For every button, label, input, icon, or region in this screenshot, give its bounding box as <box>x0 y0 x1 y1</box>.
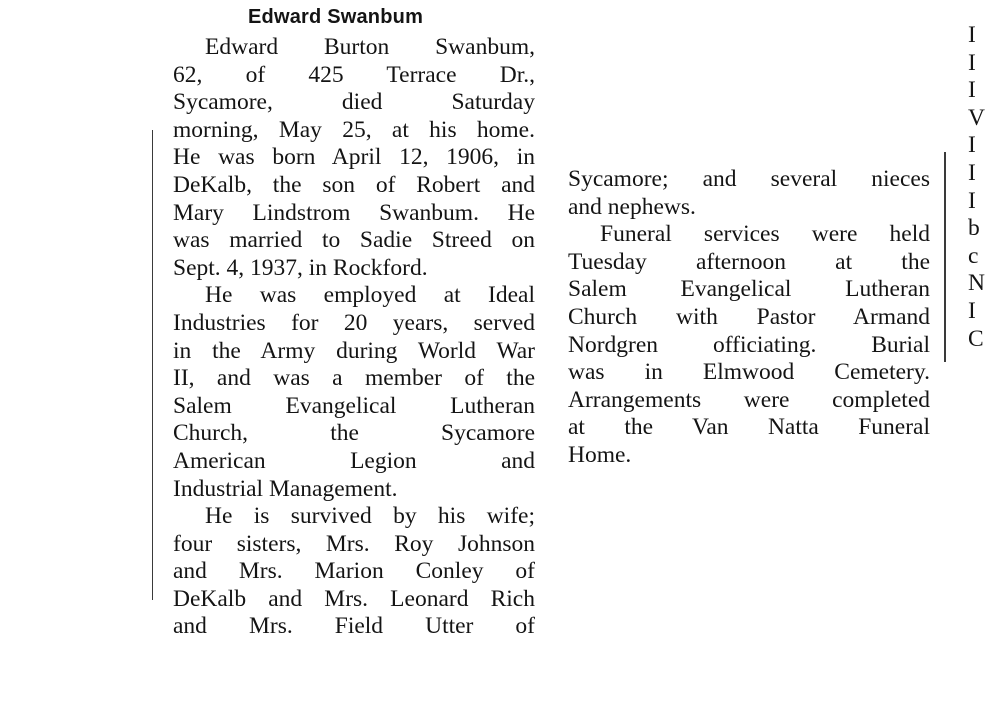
text-line: Nordgren officiating. Burial <box>568 331 930 358</box>
text-line: Church with Pastor Armand <box>568 303 930 330</box>
text-line: and nephews. <box>568 193 696 220</box>
text-line: Salem Evangelical Lutheran <box>568 276 930 303</box>
text-line: Church, the Sycamore <box>173 420 535 447</box>
edge-letter: I <box>968 187 976 214</box>
text-line: four sisters, Mrs. Roy Johnson <box>173 530 535 557</box>
edge-letter: N <box>968 270 985 297</box>
edge-letter: I <box>968 22 976 48</box>
text-line: and Mrs. Marion Conley of <box>173 558 535 585</box>
obituary-column-1 <box>173 34 535 641</box>
text-line: He was employed at Ideal <box>205 282 535 309</box>
edge-letter: V <box>968 104 985 131</box>
text-line: was in Elmwood Cemetery. <box>568 359 930 386</box>
text-line: II, and was a member of the <box>173 365 535 392</box>
edge-letter: c <box>968 242 979 269</box>
adjacent-column-cutoff <box>968 22 985 353</box>
obituary-column-2 <box>568 166 930 470</box>
text-line: 62, of 425 Terrace Dr., <box>173 61 535 88</box>
text-line: Home. <box>568 441 632 468</box>
text-line: He is survived by his wife; <box>205 503 535 530</box>
edge-letter: I <box>968 159 976 186</box>
text-line: DeKalb and Mrs. Leonard Rich <box>173 585 535 612</box>
text-line: Sycamore; and several nieces <box>568 166 930 192</box>
edge-letter: I <box>968 297 976 324</box>
text-line: Industrial Management. <box>173 475 398 502</box>
text-line: American Legion and <box>173 447 535 474</box>
text-line: Salem Evangelical Lutheran <box>173 392 535 419</box>
text-line: Sept. 4, 1937, in Rockford. <box>173 254 428 281</box>
edge-letter: I <box>968 77 976 104</box>
obituary-headline: Edward Swanbum <box>248 6 424 28</box>
text-line: morning, May 25, at his home. <box>173 116 535 143</box>
text-line: Funeral services were held <box>600 221 930 248</box>
text-line: in the Army during World War <box>173 337 535 364</box>
text-line: DeKalb, the son of Robert and <box>173 171 535 198</box>
text-line: was married to Sadie Streed on <box>173 227 535 254</box>
text-line: Mary Lindstrom Swanbum. He <box>173 199 535 226</box>
edge-letter: C <box>968 325 984 352</box>
text-line: He was born April 12, 1906, in <box>173 144 535 171</box>
text-line: at the Van Natta Funeral <box>568 414 930 441</box>
edge-letter: I <box>968 49 976 76</box>
text-line: and Mrs. Field Utter of <box>173 613 535 640</box>
edge-letter: I <box>968 132 976 159</box>
right-column-rule <box>944 152 946 362</box>
text-line: Sycamore, died Saturday <box>173 89 535 116</box>
edge-letter: b <box>968 215 980 242</box>
left-column-rule <box>152 130 153 600</box>
text-line: Arrangements were completed <box>568 386 930 413</box>
text-line: Tuesday afternoon at the <box>568 248 930 275</box>
text-line: Industries for 20 years, served <box>173 309 535 336</box>
text-line: Edward Burton Swanbum, <box>205 34 535 60</box>
